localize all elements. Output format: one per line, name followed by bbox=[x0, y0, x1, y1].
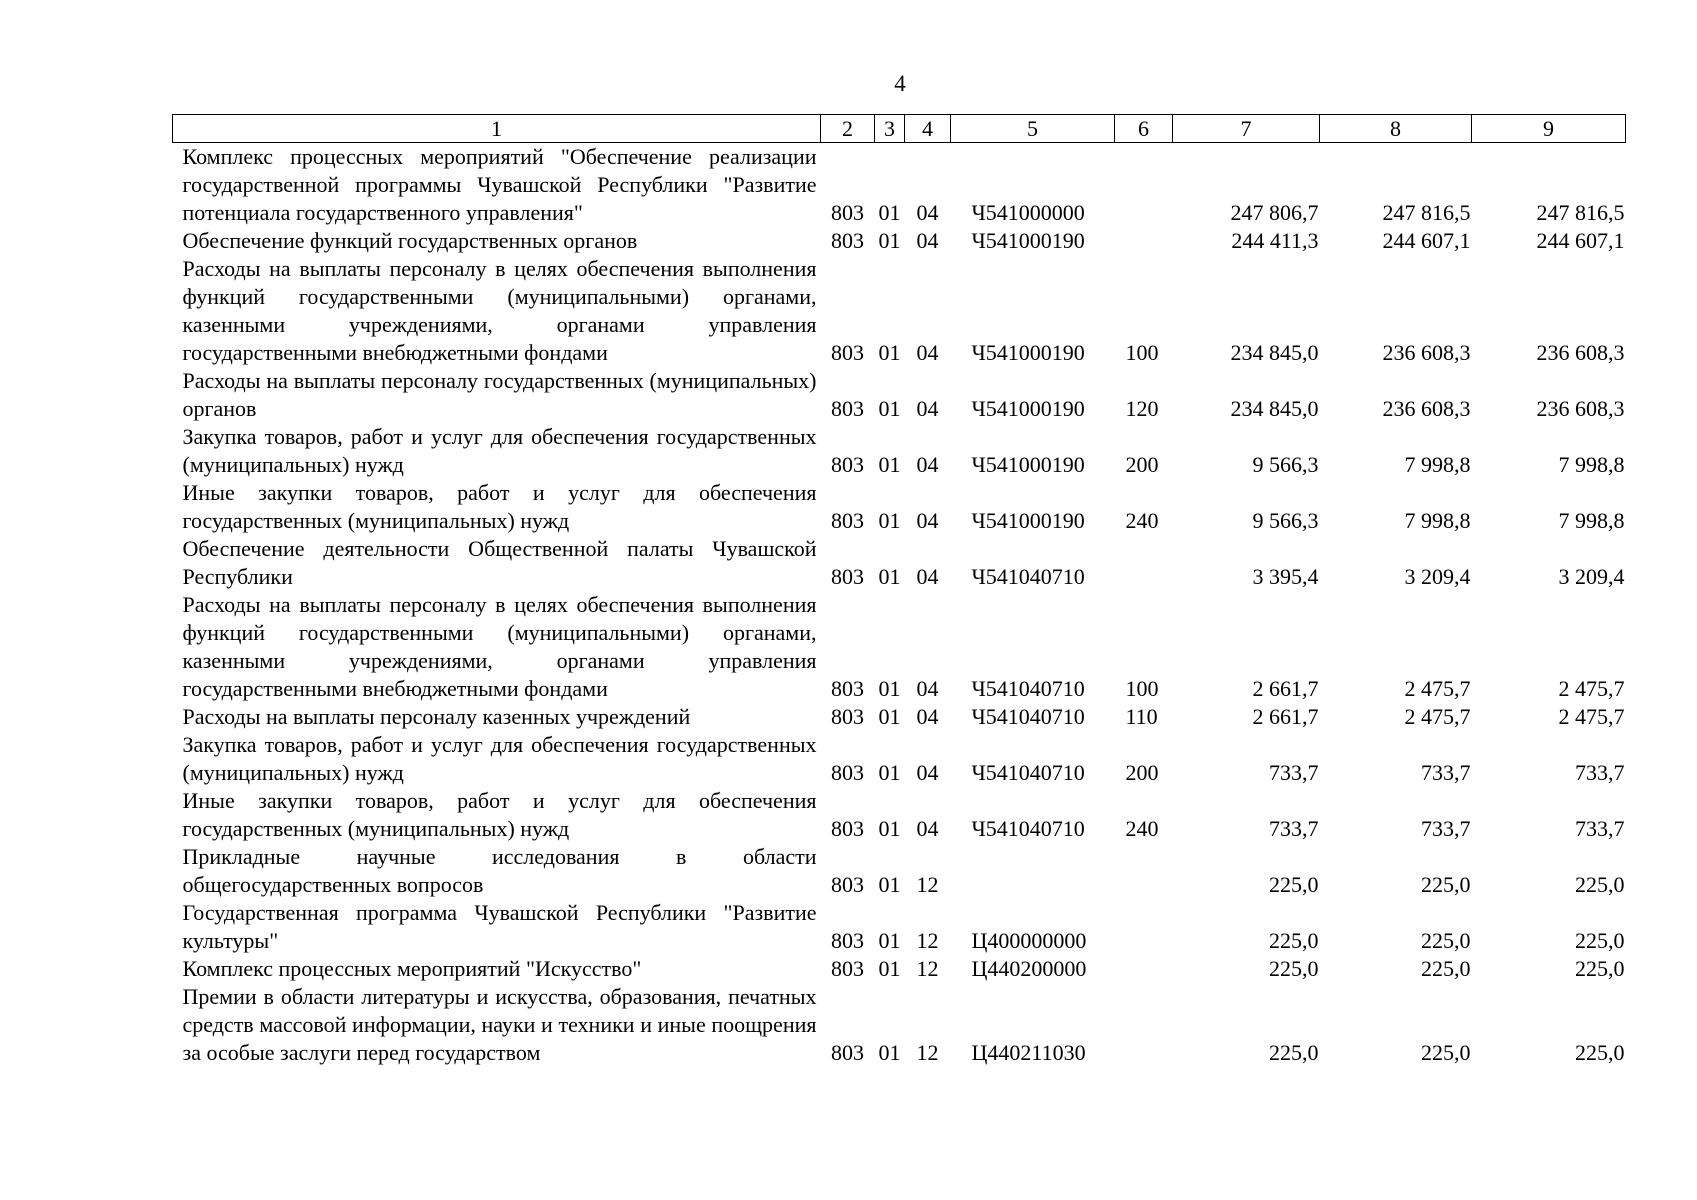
expense-type-cell: 100 bbox=[1125, 340, 1159, 365]
name-cell: Иные закупки товаров, работ и услуг для обеспечения государственных (муниципальных) нужд bbox=[182, 788, 817, 841]
name-cell: Премии в области литературы и искусства, образования, печатных средств массовой информации, науки и техники и иные поощрения за особые заслуги перед государством bbox=[182, 984, 817, 1065]
section-cell: 01 bbox=[878, 228, 901, 253]
expense-type-cell bbox=[1115, 955, 1173, 983]
amount-col7-cell: 225,0 bbox=[1269, 872, 1319, 897]
name-cell: Комплекс процессных мероприятий "Искусство" bbox=[182, 956, 642, 981]
header-cell-5: 5 bbox=[951, 115, 1115, 143]
name-cell: Комплекс процессных мероприятий "Обеспечение реализации государственной программы Чувашской Республики "Развитие потенциала государственного управления" bbox=[182, 144, 817, 225]
subsection-cell: 04 bbox=[916, 676, 939, 701]
section-cell: 01 bbox=[878, 872, 901, 897]
amount-col8-cell: 2 475,7 bbox=[1404, 676, 1471, 701]
table-row bbox=[173, 983, 1626, 1067]
table-row bbox=[173, 703, 1626, 731]
subsection-cell: 04 bbox=[916, 816, 939, 841]
section-cell: 01 bbox=[878, 928, 901, 953]
name-cell: Государственная программа Чувашской Республики "Развитие культуры" bbox=[182, 900, 817, 953]
admin-code-cell: 803 bbox=[831, 508, 864, 533]
section-cell: 01 bbox=[878, 704, 901, 729]
admin-code-cell: 803 bbox=[831, 760, 864, 785]
table-row bbox=[173, 899, 1626, 955]
header-cell-9: 9 bbox=[1472, 115, 1626, 143]
amount-col9-cell: 225,0 bbox=[1575, 928, 1625, 953]
name-cell: Иные закупки товаров, работ и услуг для обеспечения государственных (муниципальных) нужд bbox=[182, 480, 817, 533]
expense-type-cell: 110 bbox=[1125, 704, 1158, 729]
table-row bbox=[173, 955, 1626, 983]
expense-type-cell bbox=[1115, 983, 1173, 1067]
table-body bbox=[173, 143, 1626, 1068]
table-row bbox=[173, 535, 1626, 591]
amount-col9-cell: 7 998,8 bbox=[1558, 452, 1625, 477]
amount-col8-cell: 3 209,4 bbox=[1404, 564, 1471, 589]
target-article-cell: Ч541000000 bbox=[971, 200, 1085, 225]
section-cell: 01 bbox=[878, 508, 901, 533]
amount-col8-cell: 225,0 bbox=[1421, 956, 1471, 981]
subsection-cell: 04 bbox=[916, 508, 939, 533]
header-cell-7: 7 bbox=[1173, 115, 1320, 143]
amount-col7-cell: 234 845,0 bbox=[1230, 396, 1319, 421]
name-cell: Закупка товаров, работ и услуг для обеспечения государственных (муниципальных) нужд bbox=[182, 732, 817, 785]
target-article-cell: Ч541000190 bbox=[971, 340, 1085, 365]
target-article-cell: Ч541040710 bbox=[971, 676, 1085, 701]
target-article-cell: Ч541040710 bbox=[971, 816, 1085, 841]
header-cell-3: 3 bbox=[875, 115, 905, 143]
amount-col8-cell: 244 607,1 bbox=[1382, 228, 1471, 253]
section-cell: 01 bbox=[878, 564, 901, 589]
subsection-cell: 04 bbox=[916, 760, 939, 785]
subsection-cell: 04 bbox=[916, 340, 939, 365]
amount-col9-cell: 247 816,5 bbox=[1536, 200, 1625, 225]
table-row bbox=[173, 787, 1626, 843]
name-cell: Прикладные научные исследования в области общегосударственных вопросов bbox=[182, 844, 817, 897]
amount-col8-cell: 7 998,8 bbox=[1404, 452, 1471, 477]
expense-type-cell: 200 bbox=[1125, 760, 1159, 785]
subsection-cell: 12 bbox=[916, 928, 939, 953]
amount-col7-cell: 733,7 bbox=[1269, 760, 1319, 785]
amount-col7-cell: 234 845,0 bbox=[1230, 340, 1319, 365]
header-cell-4: 4 bbox=[905, 115, 951, 143]
table-row bbox=[173, 479, 1626, 535]
amount-col8-cell: 733,7 bbox=[1421, 760, 1471, 785]
expense-type-cell: 200 bbox=[1125, 452, 1159, 477]
table-header bbox=[173, 115, 1626, 143]
expense-type-cell: 240 bbox=[1125, 508, 1159, 533]
budget-table bbox=[172, 114, 1626, 1067]
amount-col9-cell: 225,0 bbox=[1575, 872, 1625, 897]
amount-col9-cell: 225,0 bbox=[1575, 956, 1625, 981]
amount-col7-cell: 225,0 bbox=[1269, 956, 1319, 981]
amount-col9-cell: 225,0 bbox=[1575, 1040, 1625, 1065]
expense-type-cell bbox=[1115, 227, 1173, 255]
header-row bbox=[173, 115, 1626, 143]
amount-col8-cell: 236 608,3 bbox=[1382, 340, 1471, 365]
amount-col9-cell: 733,7 bbox=[1575, 760, 1625, 785]
header-cell-8: 8 bbox=[1320, 115, 1472, 143]
amount-col7-cell: 2 661,7 bbox=[1252, 704, 1319, 729]
target-article-cell: Ч541000190 bbox=[971, 228, 1085, 253]
page-number: 4 bbox=[894, 71, 906, 96]
section-cell: 01 bbox=[878, 396, 901, 421]
subsection-cell: 04 bbox=[916, 396, 939, 421]
target-article-cell: Ч541000190 bbox=[971, 452, 1085, 477]
amount-col8-cell: 733,7 bbox=[1421, 816, 1471, 841]
header-cell-1: 1 bbox=[173, 115, 821, 143]
amount-col8-cell: 247 816,5 bbox=[1382, 200, 1471, 225]
admin-code-cell: 803 bbox=[831, 872, 864, 897]
subsection-cell: 04 bbox=[916, 228, 939, 253]
expense-type-cell bbox=[1115, 899, 1173, 955]
subsection-cell: 12 bbox=[916, 1040, 939, 1065]
subsection-cell: 04 bbox=[916, 704, 939, 729]
expense-type-cell: 120 bbox=[1125, 396, 1159, 421]
amount-col8-cell: 225,0 bbox=[1421, 872, 1471, 897]
subsection-cell: 04 bbox=[916, 200, 939, 225]
admin-code-cell: 803 bbox=[831, 200, 864, 225]
admin-code-cell: 803 bbox=[831, 704, 864, 729]
amount-col9-cell: 7 998,8 bbox=[1558, 508, 1625, 533]
table-row bbox=[173, 255, 1626, 367]
admin-code-cell: 803 bbox=[831, 928, 864, 953]
amount-col7-cell: 9 566,3 bbox=[1252, 508, 1319, 533]
admin-code-cell: 803 bbox=[831, 676, 864, 701]
section-cell: 01 bbox=[878, 340, 901, 365]
name-cell: Расходы на выплаты персоналу в целях обеспечения выполнения функций государственными (муниципальными) органами, казенными учреждениями, органами управления государственными внебюджетными фондами bbox=[182, 256, 817, 365]
name-cell: Обеспечение деятельности Общественной палаты Чувашской Республики bbox=[182, 536, 817, 589]
target-article-cell: Ц400000000 bbox=[971, 928, 1087, 953]
target-article-cell: Ч541040710 bbox=[971, 760, 1085, 785]
amount-col7-cell: 2 661,7 bbox=[1252, 676, 1319, 701]
expense-type-cell bbox=[1115, 143, 1173, 228]
amount-col9-cell: 3 209,4 bbox=[1558, 564, 1625, 589]
amount-col7-cell: 3 395,4 bbox=[1252, 564, 1319, 589]
target-article-cell bbox=[951, 843, 1115, 899]
amount-col7-cell: 9 566,3 bbox=[1252, 452, 1319, 477]
admin-code-cell: 803 bbox=[831, 396, 864, 421]
section-cell: 01 bbox=[878, 200, 901, 225]
expense-type-cell: 100 bbox=[1125, 676, 1159, 701]
subsection-cell: 12 bbox=[916, 956, 939, 981]
amount-col8-cell: 225,0 bbox=[1421, 1040, 1471, 1065]
amount-col9-cell: 2 475,7 bbox=[1558, 704, 1625, 729]
amount-col8-cell: 236 608,3 bbox=[1382, 396, 1471, 421]
table-row bbox=[173, 731, 1626, 787]
target-article-cell: Ч541040710 bbox=[971, 564, 1085, 589]
amount-col9-cell: 2 475,7 bbox=[1558, 676, 1625, 701]
target-article-cell: Ц440211030 bbox=[971, 1040, 1086, 1065]
header-cell-2: 2 bbox=[821, 115, 875, 143]
amount-col7-cell: 733,7 bbox=[1269, 816, 1319, 841]
admin-code-cell: 803 bbox=[831, 956, 864, 981]
admin-code-cell: 803 bbox=[831, 228, 864, 253]
subsection-cell: 04 bbox=[916, 564, 939, 589]
table-row bbox=[173, 591, 1626, 703]
section-cell: 01 bbox=[878, 452, 901, 477]
table-row bbox=[173, 227, 1626, 255]
table-row bbox=[173, 367, 1626, 423]
amount-col9-cell: 236 608,3 bbox=[1536, 396, 1625, 421]
amount-col9-cell: 733,7 bbox=[1575, 816, 1625, 841]
section-cell: 01 bbox=[878, 676, 901, 701]
table-row bbox=[173, 843, 1626, 899]
target-article-cell: Ч541040710 bbox=[971, 704, 1085, 729]
name-cell: Обеспечение функций государственных органов bbox=[182, 228, 638, 253]
subsection-cell: 12 bbox=[916, 872, 939, 897]
section-cell: 01 bbox=[878, 760, 901, 785]
expense-type-cell: 240 bbox=[1125, 816, 1159, 841]
name-cell: Закупка товаров, работ и услуг для обеспечения государственных (муниципальных) нужд bbox=[182, 424, 817, 477]
section-cell: 01 bbox=[878, 1040, 901, 1065]
amount-col8-cell: 7 998,8 bbox=[1404, 508, 1471, 533]
amount-col7-cell: 225,0 bbox=[1269, 928, 1319, 953]
amount-col9-cell: 244 607,1 bbox=[1536, 228, 1625, 253]
table-row bbox=[173, 423, 1626, 479]
amount-col9-cell: 236 608,3 bbox=[1536, 340, 1625, 365]
admin-code-cell: 803 bbox=[831, 452, 864, 477]
admin-code-cell: 803 bbox=[831, 1040, 864, 1065]
section-cell: 01 bbox=[878, 956, 901, 981]
target-article-cell: Ц440200000 bbox=[971, 956, 1087, 981]
target-article-cell: Ч541000190 bbox=[971, 508, 1085, 533]
expense-type-cell bbox=[1115, 843, 1173, 899]
header-cell-6: 6 bbox=[1115, 115, 1173, 143]
admin-code-cell: 803 bbox=[831, 340, 864, 365]
amount-col7-cell: 244 411,3 bbox=[1231, 228, 1319, 253]
amount-col7-cell: 225,0 bbox=[1269, 1040, 1319, 1065]
target-article-cell: Ч541000190 bbox=[971, 396, 1085, 421]
amount-col8-cell: 2 475,7 bbox=[1404, 704, 1471, 729]
subsection-cell: 04 bbox=[916, 452, 939, 477]
expense-type-cell bbox=[1115, 535, 1173, 591]
section-cell: 01 bbox=[878, 816, 901, 841]
admin-code-cell: 803 bbox=[831, 564, 864, 589]
amount-col7-cell: 247 806,7 bbox=[1230, 200, 1319, 225]
admin-code-cell: 803 bbox=[831, 816, 864, 841]
name-cell: Расходы на выплаты персоналу в целях обеспечения выполнения функций государственными (муниципальными) органами, казенными учреждениями, органами управления государственными внебюджетными фондами bbox=[182, 592, 817, 701]
name-cell: Расходы на выплаты персоналу государственных (муниципальных) органов bbox=[182, 368, 817, 421]
table-row bbox=[173, 143, 1626, 228]
amount-col8-cell: 225,0 bbox=[1421, 928, 1471, 953]
name-cell: Расходы на выплаты персоналу казенных учреждений bbox=[182, 704, 691, 729]
